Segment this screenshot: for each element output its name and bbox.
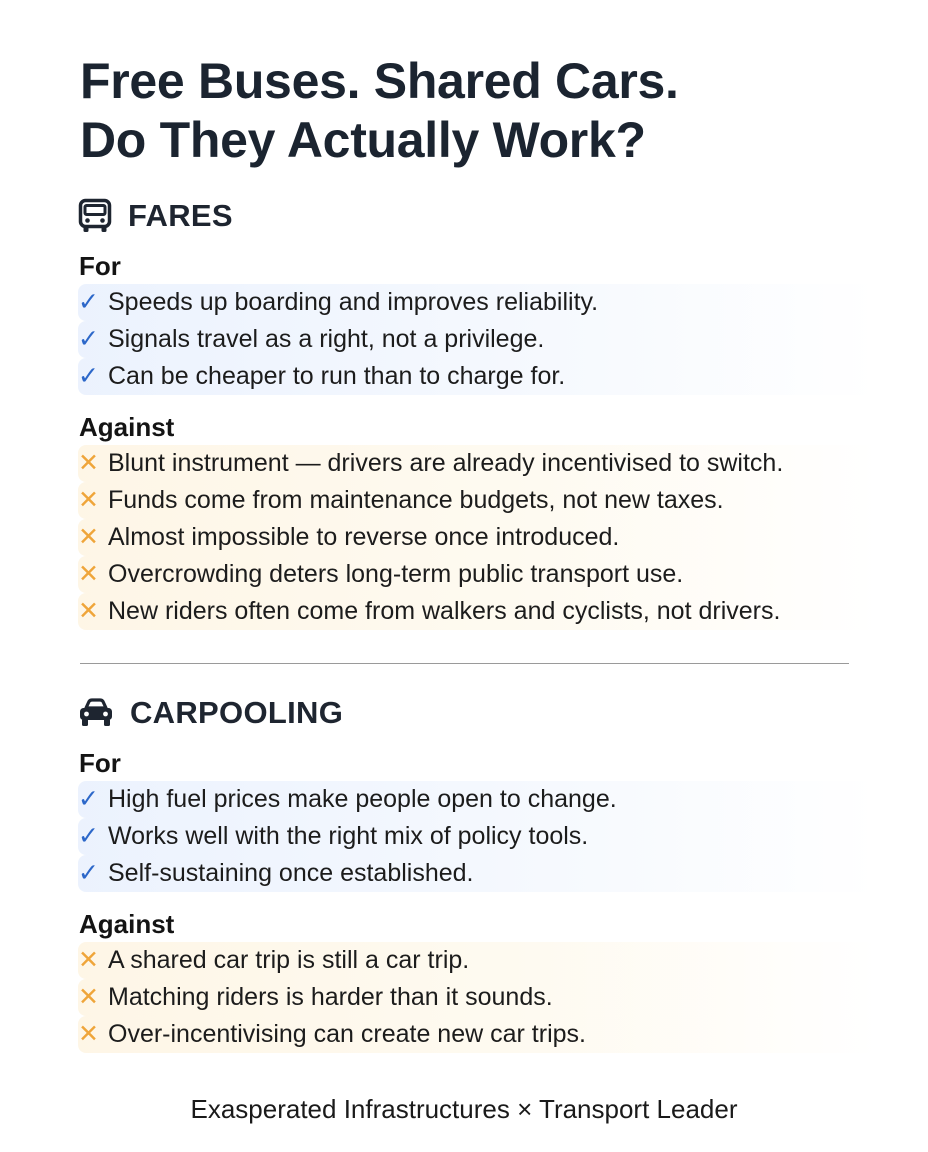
cross-icon: ✕ [78,523,99,551]
fares-heading: FARES [128,198,233,233]
check-icon: ✓ [78,822,99,850]
title-line-1: Free Buses. Shared Cars. [80,53,679,109]
check-icon: ✓ [78,325,99,353]
cross-icon: ✕ [78,983,99,1011]
item-text: Matching riders is harder than it sounds. [108,983,553,1011]
list-item [78,445,878,482]
fares-section [78,196,878,630]
check-icon: ✓ [78,362,99,390]
carpooling-for-list [78,781,878,892]
carpooling-for-label: For [79,748,121,778]
car-icon [78,698,114,728]
list-item [78,358,878,395]
carpooling-header [78,693,878,733]
list-item [78,482,878,519]
item-text: Over-incentivising can create new car trips. [108,1020,586,1048]
list-item [78,1016,878,1053]
list-item [78,942,878,979]
item-text: Self-sustaining once established. [108,859,474,887]
fares-for-label: For [79,251,121,281]
list-item [78,321,878,358]
item-text: Overcrowding deters long-term public transport use. [108,560,684,588]
cross-icon: ✕ [78,560,99,588]
fares-against-list [78,445,878,630]
item-text: Almost impossible to reverse once introduced. [108,523,620,551]
cross-icon: ✕ [78,1020,99,1048]
fares-for-list [78,284,878,395]
list-item [78,593,878,630]
item-text: Blunt instrument — drivers are already incentivised to switch. [108,449,784,477]
item-text: Signals travel as a right, not a privilege. [108,325,545,353]
carpooling-against-label: Against [79,909,175,939]
footer-credit: Exasperated Infrastructures × Transport Leader [190,1094,738,1124]
cross-icon: ✕ [78,449,99,477]
cross-icon: ✕ [78,597,99,625]
item-text: A shared car trip is still a car trip. [108,946,470,974]
check-icon: ✓ [78,785,99,813]
list-item [78,781,878,818]
title-line-2: Do They Actually Work? [80,112,646,168]
item-text: Works well with the right mix of policy tools. [108,822,589,850]
item-text: Can be cheaper to run than to charge for. [108,362,566,390]
list-item [78,284,878,321]
fares-header [78,196,878,236]
carpooling-against-list [78,942,878,1053]
list-item [78,556,878,593]
page-title [80,52,679,170]
cross-icon: ✕ [78,946,99,974]
cross-icon: ✕ [78,486,99,514]
fares-against-label: Against [79,412,175,442]
item-text: New riders often come from walkers and cyclists, not drivers. [108,597,781,625]
item-text: Speeds up boarding and improves reliability. [108,288,599,316]
bus-icon [78,198,112,234]
list-item [78,979,878,1016]
item-text: High fuel prices make people open to change. [108,785,617,813]
item-text: Funds come from maintenance budgets, not new taxes. [108,486,724,514]
check-icon: ✓ [78,288,99,316]
carpooling-heading: CARPOOLING [130,695,344,730]
list-item [78,519,878,556]
check-icon: ✓ [78,859,99,887]
section-divider [80,663,849,664]
list-item [78,818,878,855]
list-item [78,855,878,892]
carpooling-section [78,693,878,1053]
